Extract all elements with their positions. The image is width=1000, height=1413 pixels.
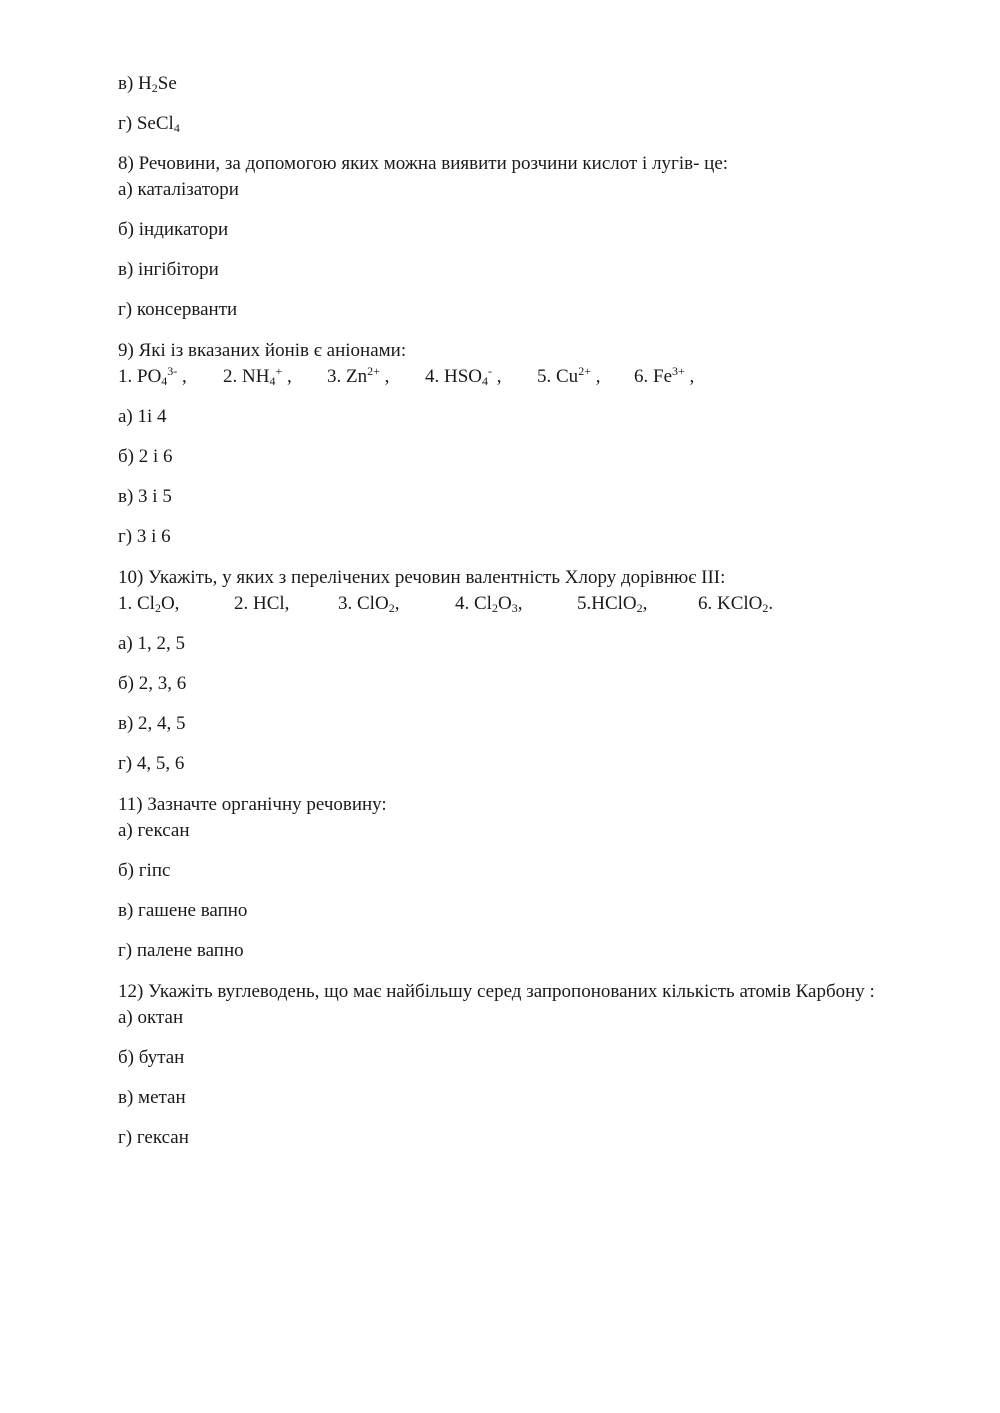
q10-substance-2: 2. HCl, bbox=[234, 593, 290, 614]
q10-substance-4: 4. $Cl_2O_3$, bbox=[455, 593, 523, 615]
q9-ion-5: 5. $Cu^{2+}$ , bbox=[537, 364, 601, 387]
q10-question: 10) Укажіть, у яких з перелічених речовин валентність Хлору дорівнює ІІІ: bbox=[118, 567, 726, 588]
q11-option-v: в) гашене вапно bbox=[118, 900, 248, 921]
q9-ion-list bbox=[118, 366, 918, 388]
q9-ion-6: 6. $Fe^{3+}$ , bbox=[634, 364, 695, 387]
q9-option-b: б) 2 і 6 bbox=[118, 446, 173, 467]
q10-option-b: б) 2, 3, 6 bbox=[118, 673, 187, 694]
q12-option-b: б) бутан bbox=[118, 1047, 185, 1068]
q8-option-a: а) каталізатори bbox=[118, 179, 239, 200]
q11-question: 11) Зазначте органічну речовину: bbox=[118, 794, 387, 815]
q8-question: 8) Речовини, за допомогою яких можна виявити розчини кислот і лугів- це: bbox=[118, 153, 729, 174]
q9-ion-1: 1. $PO_4^{3-}$ , bbox=[118, 364, 187, 388]
q7-option-v: в) $H_2Se$ bbox=[118, 73, 177, 95]
q9-ion-4: 4. $HSO_4^-$ , bbox=[425, 364, 502, 388]
q10-substance-6: 6. KClO$_2$. bbox=[698, 593, 774, 615]
q10-option-a: а) 1, 2, 5 bbox=[118, 633, 186, 654]
q10-substance-5: 5.HClO$_2$, bbox=[577, 593, 648, 615]
q11-option-b: б) гіпс bbox=[118, 860, 171, 881]
q12-question: 12) Укажіть вуглеводень, що має найбільшу серед запропонованих кількість атомів Карбону : bbox=[118, 981, 875, 1002]
q8-option-b: б) індикатори bbox=[118, 219, 229, 240]
q12-option-a: а) октан bbox=[118, 1007, 184, 1028]
q8-option-v: в) інгібітори bbox=[118, 259, 219, 280]
q12-option-g: г) гексан bbox=[118, 1127, 189, 1148]
q10-substance-1: 1. $Cl_2O$, bbox=[118, 593, 180, 615]
q11-option-a: а) гексан bbox=[118, 820, 190, 841]
q12-option-v: в) метан bbox=[118, 1087, 186, 1108]
q10-substance-3: 3. ClO$_2$, bbox=[338, 593, 400, 615]
q9-ion-2: 2. $NH_4^+$ , bbox=[223, 364, 292, 388]
q9-question: 9) Які із вказаних йонів є аніонами: bbox=[118, 340, 407, 361]
q11-option-g: г) палене вапно bbox=[118, 940, 244, 961]
q10-option-v: в) 2, 4, 5 bbox=[118, 713, 186, 734]
q9-option-v: в) 3 і 5 bbox=[118, 486, 172, 507]
q9-ion-3: 3. $Zn^{2+}$ , bbox=[327, 364, 390, 387]
q10-substance-list bbox=[118, 593, 918, 615]
q9-option-a: а) 1і 4 bbox=[118, 406, 167, 427]
q7-option-g: г) SeCl$_4$ bbox=[118, 113, 180, 135]
q10-option-g: г) 4, 5, 6 bbox=[118, 753, 185, 774]
q9-option-g: г) 3 і 6 bbox=[118, 526, 171, 547]
q8-option-g: г) консерванти bbox=[118, 299, 238, 320]
